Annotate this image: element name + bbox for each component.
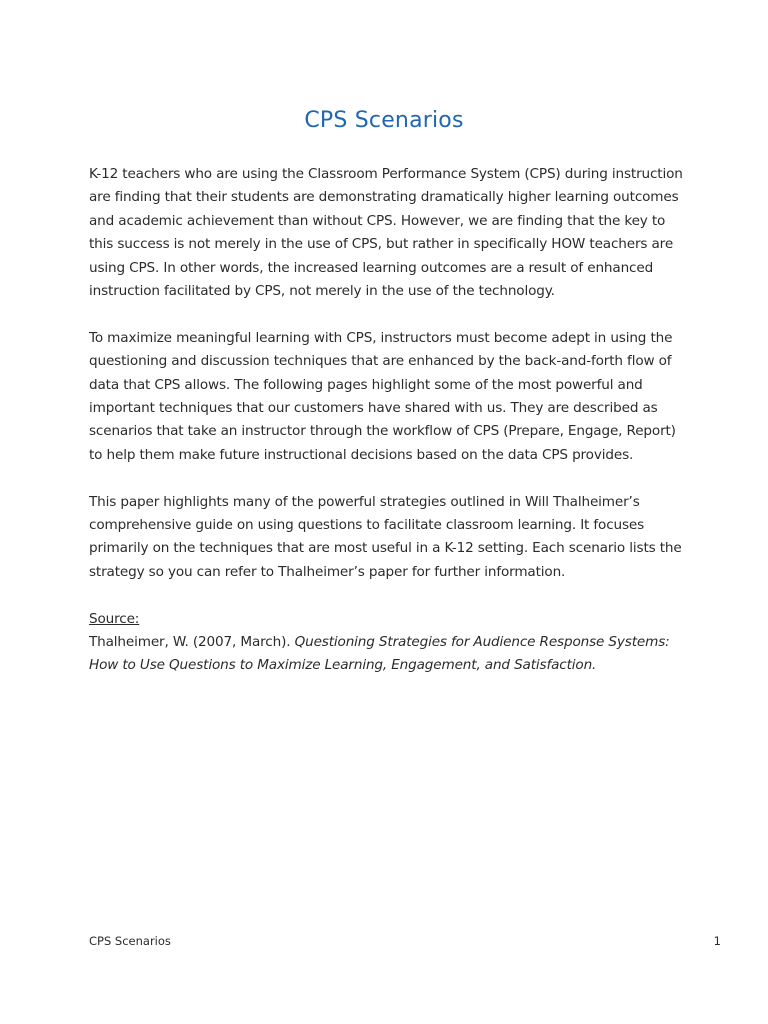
page-title: CPS Scenarios: [304, 108, 464, 133]
paragraph-intro: K-12 teachers who are using the Classroom Performance System (CPS) during instruction are finding that their students are demonstrating dramatically higher learning outcomes and academic achievement than without CPS. However, we are finding that the key to this success is not merely in the use of CPS, but rather in specifically HOW teachers are using CPS. In other words, the increased learning outcomes are a result of enhanced instruction facilitated by CPS, not merely in the use of the technology.: [89, 166, 683, 300]
body-text: [89, 163, 689, 678]
citation-title: Questioning Strategies for Audience Response Systems: How to Use Questions to Maximize Learning, Engagement, and Satisfaction.: [89, 634, 670, 674]
source-label: Source:: [89, 610, 140, 627]
paragraph-techniques: To maximize meaningful learning with CPS, instructors must become adept in using the questioning and discussion techniques that are enhanced by the back-and-forth flow of data that CPS allows. The following pages highlight some of the most powerful and important techniques that our customers have shared with us. They are described as scenarios that take an instructor through the workflow of CPS (Prepare, Engage, Report) to help them make future instructional decisions based on the data CPS provides.: [89, 329, 676, 463]
paragraph-thalheimer: This paper highlights many of the powerful strategies outlined in Will Thalheimer’s comprehensive guide on using questions to facilitate classroom learning. It focuses primarily on the techniques that are most useful in a K-12 setting. Each scenario lists the strategy so you can refer to Thalheimer’s paper for further information.: [89, 493, 682, 580]
footer-document-title: CPS Scenarios: [89, 934, 171, 948]
citation: [89, 631, 689, 678]
footer-page-number: 1: [713, 934, 721, 948]
citation-prefix: Thalheimer, W. (2007, March).: [89, 634, 295, 651]
